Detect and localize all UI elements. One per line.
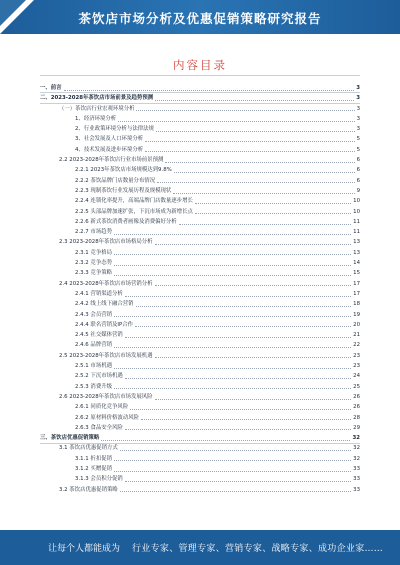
toc-dot-leader [157, 182, 354, 183]
toc-entry[interactable] [40, 423, 360, 433]
toc-dot-leader [114, 368, 351, 369]
toc-entry-page: 17 [353, 280, 360, 287]
page-footer [0, 530, 400, 565]
toc-dot-leader [114, 388, 351, 389]
toc-entry-page: 11 [353, 218, 360, 225]
toc-entry-title: 2.2.6 新式茶饮消费者画像及消费偏好分析 [75, 218, 177, 225]
toc-entry-title: 2.3.3 竞争策略 [75, 270, 112, 277]
toc-section-divider [40, 443, 360, 444]
toc-dot-leader [174, 172, 355, 173]
toc-dot-leader [145, 151, 354, 152]
toc-entry-page: 24 [353, 373, 360, 380]
toc-entry[interactable] [40, 474, 360, 484]
toc-entry[interactable] [40, 340, 360, 350]
toc-dot-leader [64, 90, 355, 91]
toc-dot-leader [155, 100, 354, 101]
toc-section-divider [40, 103, 360, 104]
toc-dot-leader [195, 203, 351, 204]
toc-entry-title: 三、茶饮店优惠促销策略 [40, 435, 100, 442]
toc-entry[interactable] [40, 104, 360, 114]
toc-entry-title: 2.2.1 2023年茶饮店市场规模达到9.8% [75, 167, 172, 174]
toc-entry-title: 2.4.4 联名营销及IP合作 [75, 321, 134, 328]
toc-dot-leader [114, 460, 351, 461]
report-header [0, 0, 400, 34]
toc-entry-title: 二、2023-2028年茶饮店市场前景及趋势预测 [40, 95, 154, 102]
toc-entry[interactable] [40, 186, 360, 196]
toc-entry-page: 32 [353, 455, 360, 462]
toc-entry-title: 2.3 2023-2028年茶饮店市场格局分析 [59, 239, 153, 246]
toc-dot-leader [130, 409, 351, 410]
toc-entry-title: 2.4.2 线上线下融合营销 [75, 301, 134, 308]
toc-entry[interactable] [40, 207, 360, 217]
toc-dot-leader [114, 347, 351, 348]
toc-entry[interactable] [40, 176, 360, 186]
toc-entry-page: 6 [356, 157, 360, 164]
toc-entry-page: 6 [356, 177, 360, 184]
toc-dot-leader [120, 491, 351, 492]
toc-entry[interactable] [40, 361, 360, 371]
toc-entry[interactable] [40, 165, 360, 175]
toc-entry-page: 3 [356, 105, 360, 112]
toc-dot-leader [125, 378, 351, 379]
toc-dot-leader [165, 162, 354, 163]
table-of-contents [40, 83, 360, 495]
toc-dot-leader [125, 296, 351, 297]
toc-entry-page: 14 [353, 260, 360, 267]
toc-entry[interactable] [40, 464, 360, 474]
toc-dot-leader [118, 121, 354, 122]
toc-dot-leader [173, 193, 354, 194]
toc-dot-leader [135, 326, 351, 327]
report-title: 茶饮店市场分析及优惠促销策略研究报告 [78, 11, 322, 26]
toc-entry[interactable] [40, 310, 360, 320]
toc-entry[interactable] [40, 320, 360, 330]
toc-entry-page: 33 [353, 465, 360, 472]
toc-entry[interactable] [40, 330, 360, 340]
toc-entry-title: 2.6 2023-2028年茶饮店市场发展风险 [59, 393, 153, 400]
toc-section-divider [40, 92, 360, 93]
toc-dot-leader [114, 275, 351, 276]
toc-entry-title: 2.4.1 营销渠道分析 [75, 290, 123, 297]
toc-dot-leader [125, 481, 351, 482]
toc-dot-leader [156, 131, 355, 132]
toc-entry-title: 2.6.2 原材料价格波动风险 [75, 414, 139, 421]
toc-entry[interactable] [40, 258, 360, 268]
toc-entry-page: 33 [353, 486, 360, 493]
toc-entry-page: 15 [353, 270, 360, 277]
toc-entry-title: （一）茶饮店行业宏观环境分析 [59, 105, 135, 112]
toc-entry-page: 23 [353, 352, 360, 359]
toc-entry[interactable] [40, 279, 360, 289]
toc-entry-page: 13 [353, 249, 360, 256]
toc-entry-title: 2.5.3 消费升级 [75, 383, 112, 390]
toc-entry-page: 23 [353, 363, 360, 370]
footer-slogan: 让每个人都能成为 [48, 544, 121, 554]
toc-entry-title: 2.4.6 品牌营销 [75, 342, 112, 349]
toc-entry-title: 2.2.3 现制茶饮行业发展历程及规模现状 [75, 187, 172, 194]
toc-dot-leader [125, 337, 351, 338]
toc-entry-title: 2.5.2 下沉市场机遇 [75, 373, 123, 380]
toc-entry[interactable] [40, 217, 360, 227]
toc-entry-title: 3.1.3 会员积分促销 [75, 476, 123, 483]
toc-entry-page: 20 [353, 321, 360, 328]
toc-entry-page: 19 [353, 311, 360, 318]
toc-entry-page: 10 [353, 208, 360, 215]
toc-dot-leader [145, 141, 354, 142]
toc-entry-page: 10 [353, 198, 360, 205]
toc-dot-leader [120, 450, 351, 451]
toc-entry-page: 3 [356, 126, 360, 133]
toc-entry-title: 2、行业政策环境分析与法律法规 [75, 126, 154, 133]
toc-heading-divider [40, 75, 360, 76]
toc-dot-leader [101, 440, 350, 441]
toc-dot-leader [114, 316, 351, 317]
toc-entry-page: 11 [353, 229, 360, 236]
toc-entry[interactable] [40, 114, 360, 124]
toc-entry-title: 2.6.1 同质化竞争风险 [75, 404, 129, 411]
toc-entry[interactable] [40, 134, 360, 144]
toc-entry[interactable] [40, 485, 360, 495]
toc-entry-page: 26 [353, 404, 360, 411]
toc-entry-title: 4、技术发展及进步环境分析 [75, 146, 144, 153]
toc-dot-leader [155, 357, 352, 358]
toc-entry-page: 21 [353, 332, 360, 339]
toc-entry-title: 2.2.7 市场趋势 [75, 229, 112, 236]
toc-entry-page: 3 [356, 85, 360, 91]
toc-entry-title: 2.2 2023-2028年茶饮店行业市场前景预测 [59, 157, 164, 164]
toc-entry-title: 3.1.1 折扣促销 [75, 455, 112, 462]
toc-entry-title: 2.4 2023-2028年茶饮店市场营销分析 [59, 280, 153, 287]
toc-entry-title: 3.1.2 买赠促销 [75, 465, 112, 472]
toc-entry-page: 9 [356, 187, 360, 194]
toc-entry[interactable] [40, 124, 360, 134]
toc-entry-page: 3 [356, 95, 360, 102]
toc-entry-page: 5 [356, 146, 360, 153]
toc-entry-page: 29 [353, 424, 360, 431]
toc-entry[interactable] [40, 443, 360, 453]
toc-entry-title: 2.2.2 茶饮品牌门店数量分布情况 [75, 177, 156, 184]
toc-entry[interactable] [40, 248, 360, 258]
toc-entry-page: 13 [353, 239, 360, 246]
toc-entry[interactable] [40, 237, 360, 247]
toc-entry-title: 2.2.5 头部品牌加速扩张，下沉市场成为新增长点 [75, 208, 193, 215]
toc-entry-title: 2.2.4 连锁化率提升，高端品牌门店数量逐步增长 [75, 198, 193, 205]
toc-entry-title: 一、前言 [40, 85, 62, 91]
toc-entry-page: 32 [352, 435, 360, 442]
toc-entry-page: 28 [353, 414, 360, 421]
toc-entry-title: 2.5.1 市场机遇 [75, 363, 112, 370]
toc-entry[interactable] [40, 155, 360, 165]
toc-entry[interactable] [40, 289, 360, 299]
toc-entry[interactable] [40, 299, 360, 309]
toc-entry[interactable] [40, 196, 360, 206]
toc-entry[interactable] [40, 145, 360, 155]
toc-entry[interactable] [40, 392, 360, 402]
toc-entry[interactable] [40, 454, 360, 464]
toc-dot-leader [179, 224, 351, 225]
toc-entry-page: 17 [353, 290, 360, 297]
toc-dot-leader [136, 110, 354, 111]
toc-dot-leader [141, 419, 351, 420]
toc-entry[interactable] [40, 413, 360, 423]
toc-dot-leader [125, 429, 351, 430]
toc-entry-page: 5 [356, 136, 360, 143]
toc-entry[interactable] [40, 227, 360, 237]
toc-entry-title: 2.5 2023-2028年茶饮店市场发展机遇 [59, 352, 153, 359]
toc-dot-leader [155, 244, 352, 245]
toc-dot-leader [155, 399, 352, 400]
toc-dot-leader [195, 213, 351, 214]
toc-entry-page: 26 [353, 393, 360, 400]
toc-dot-leader [114, 234, 351, 235]
toc-entry-title: 3.2 茶饮店优惠促销策略 [59, 486, 118, 493]
toc-entry-title: 2.3.2 竞争态势 [75, 260, 112, 267]
toc-dot-leader [136, 306, 352, 307]
toc-entry-title: 3.1 茶饮店优惠促销方式 [59, 445, 118, 452]
toc-entry-page: 6 [356, 167, 360, 174]
toc-dot-leader [155, 285, 352, 286]
toc-entry-title: 2.4.3 会员营销 [75, 311, 112, 318]
toc-entry-title: 2.4.5 社交媒体营销 [75, 332, 123, 339]
toc-heading: 内容目录 [173, 58, 227, 72]
toc-entry[interactable] [40, 268, 360, 278]
toc-entry-page: 18 [353, 301, 360, 308]
toc-entry-title: 1、经济环境分析 [75, 115, 117, 122]
toc-entry-title: 2.6.3 食品安全风险 [75, 424, 123, 431]
toc-entry-title: 3、社会发展及人口环境分析 [75, 136, 144, 143]
footer-roles: 行业专家、管理专家、营销专家、战略专家、成功企业家…… [132, 544, 384, 554]
toc-entry-page: 3 [356, 115, 360, 122]
toc-entry-page: 22 [353, 342, 360, 349]
toc-entry[interactable] [40, 382, 360, 392]
toc-entry[interactable] [40, 371, 360, 381]
toc-entry-title: 2.3.1 竞争格局 [75, 249, 112, 256]
toc-dot-leader [114, 471, 351, 472]
toc-dot-leader [114, 265, 351, 266]
toc-entry-page: 25 [353, 383, 360, 390]
toc-entry-page: 32 [353, 445, 360, 452]
toc-entry[interactable] [40, 402, 360, 412]
toc-entry-page: 33 [353, 476, 360, 483]
toc-entry[interactable] [40, 351, 360, 361]
toc-dot-leader [114, 254, 351, 255]
